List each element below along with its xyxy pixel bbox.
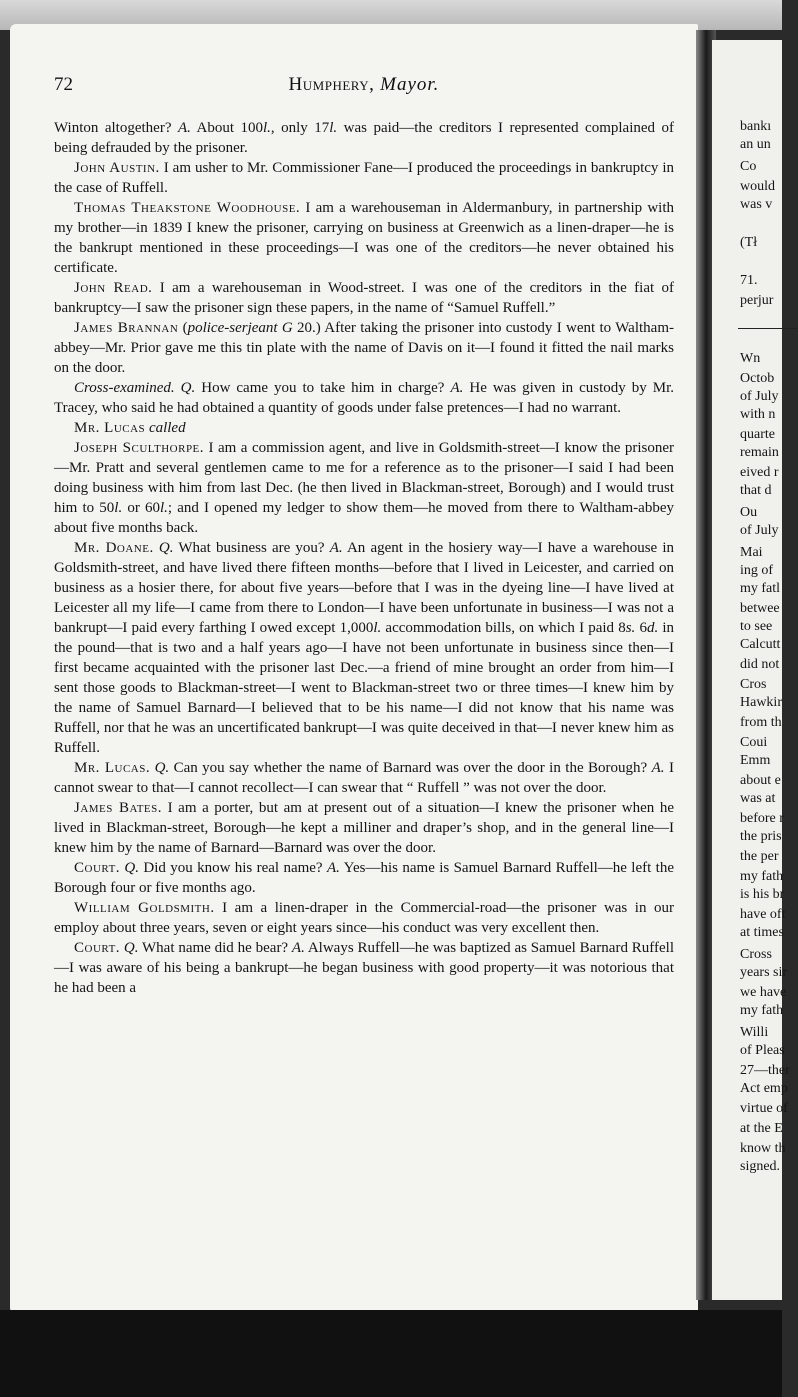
facing-page-line: Co [740, 159, 757, 174]
paragraph [54, 278, 674, 318]
facing-page-line: Ou [740, 505, 758, 520]
text-run: I am usher to Mr. Commissioner Fane—I produced the proceedings in bankruptcy in the case of Ruffell. [54, 160, 675, 196]
facing-page-line: perjur [740, 293, 774, 308]
facing-page-line: my fatl [740, 581, 781, 596]
italic-text: l. [373, 620, 382, 636]
paragraph [54, 538, 674, 758]
text-run: 20.) After taking the prisoner into custody I went to Waltham-abbey—Mr. Prior gave me this tin plate with the name of Davis on it—I found it fitted the nail marks on the door. [54, 320, 674, 376]
speaker-name: Joseph Sculthorpe. [74, 440, 205, 456]
italic-text: police-serjeant G [187, 320, 293, 336]
paragraph [54, 798, 674, 858]
facing-page-line: Octob [740, 371, 775, 386]
facing-page-line: at times [740, 925, 784, 940]
facing-page-line: remain [740, 445, 779, 460]
italic-text: d. [646, 620, 659, 636]
scan-bottom-edge [0, 1310, 782, 1397]
facing-page-line: virtue of [740, 1101, 788, 1116]
facing-page-line: 27—ther [740, 1063, 790, 1078]
text-run: About 100 [190, 120, 263, 136]
speaker-name: Thomas Theakstone Woodhouse. [74, 200, 301, 216]
speaker-name: William Goldsmith. [74, 900, 215, 916]
italic-text: A. [329, 540, 343, 556]
paragraph [54, 318, 674, 378]
text-run: ( [178, 320, 188, 336]
facing-page-line: my fath [740, 1003, 784, 1018]
facing-page-line: 71. [740, 273, 758, 288]
facing-page-line: Cross [740, 947, 772, 962]
text-run: I am a porter, but am at present out of a situation—I knew the prisoner when he lived in Blackman-street, Borough—he kept a milliner and draper’s shop, and in the general line—I knew him by the name of Barnard—Barnard was over the door. [54, 800, 674, 856]
facing-page-line: Hawkir [740, 695, 782, 710]
page-header [54, 74, 674, 100]
facing-page-line: of July [740, 389, 779, 404]
facing-page-line: before r [740, 811, 784, 826]
paragraph [54, 378, 674, 418]
speaker-name: Mr. Doane. [74, 540, 154, 556]
facing-page-line: we have [740, 985, 787, 1000]
text-run: or 60 [122, 500, 160, 516]
facing-page-line: betwee [740, 601, 780, 616]
facing-page-line: an un [740, 137, 771, 152]
text-run: He was given in custody by Mr. Tracey, who said he had obtained a quantity of goods under false pretences—I had no warrant. [54, 380, 674, 416]
text-run: I am a commission agent, and live in Goldsmith-street—I know the prisoner—Mr. Pratt and several gentlemen came to me for a reference as to the prisoner—I said I had been doing business with him from last Dec. (he then lived in Blackman-street, Borough) and I would trust him to 50 [54, 440, 674, 516]
text-run: I am a warehouseman in Aldermanbury, in partnership with my brother—in 1839 I knew the prisoner, carrying on business at Greenwich as a linen-draper—he is the bankrupt mentioned in these proceedings—I was one of the creditors—he never obtained his certificate. [54, 200, 675, 276]
paragraph [54, 438, 674, 538]
facing-page-line: Coui [740, 735, 768, 750]
speaker-name: Mr. Lucas. [74, 760, 151, 776]
facing-page-line: the pris [740, 829, 782, 844]
italic-text: s. [625, 620, 636, 636]
facing-page-line: was at [740, 791, 776, 806]
facing-page-line: quarte [740, 427, 775, 442]
text-run: in the pound—that is two and a half years ago—I have not been unfortunate in business since then—I first became acquainted with the prisoner last Dec.—a friend of mine brought an order from him—I sent those goods to Blackman-street—I went to Blackman-street two or three times—I knew him by the name of Samuel Barnard—I believed that to be his name—I did not know that his name was Ruffell, nor that he was an uncertificated bankrupt—I was quite deceived in that—I never knew him as Ruffell. [54, 620, 675, 756]
paragraph [54, 118, 674, 158]
paragraph [54, 898, 674, 938]
text-run: Can you say whether the name of Barnard was over the door in the Borough? [169, 760, 652, 776]
running-head [54, 74, 674, 96]
body-text [54, 118, 674, 998]
running-head-name: Humphery, [288, 74, 375, 95]
facing-page-line: the per [740, 849, 779, 864]
text-run: What business are you? [173, 540, 330, 556]
facing-page-line: with n [740, 407, 776, 422]
facing-page-line: my fath [740, 869, 784, 884]
facing-page-line: that d [740, 483, 772, 498]
text-run: Yes—his name is Samuel Barnard Ruffell—he left the Borough four or five months ago. [54, 860, 674, 896]
paragraph [54, 858, 674, 898]
italic-text: l. [114, 500, 123, 516]
facing-page-line: at the E [740, 1121, 783, 1136]
facing-page-line: was v [740, 197, 773, 212]
facing-page-rule [738, 328, 798, 329]
running-head-title: Mayor. [380, 74, 440, 95]
facing-page-line: ing of [740, 563, 774, 578]
facing-page-line: Act emp [740, 1081, 788, 1096]
speaker-name: John Austin. [74, 160, 160, 176]
speaker-name: Court. [74, 860, 121, 876]
facing-page-line: Mai [740, 545, 763, 560]
italic-text: A. [326, 860, 340, 876]
facing-page-line: is his br [740, 887, 785, 902]
facing-page-line: did not [740, 657, 780, 672]
italic-text: Q. [154, 760, 170, 776]
italic-text: Q. [158, 540, 174, 556]
text-run: I am a linen-draper in the Commercial-road—the prisoner was in our employ about three years, seven or eight years since—his conduct was very excellent then. [54, 900, 675, 936]
italic-text: Q. [180, 380, 196, 396]
facing-page-line: Wn [740, 351, 761, 366]
speaker-name: John Read. [74, 280, 153, 296]
facing-page-line: years sir [740, 965, 788, 980]
facing-page-line: Calcutt [740, 637, 781, 652]
text-run: Always Ruffell—he was baptized as Samuel Barnard Ruffell—I was aware of his being a bankrupt—he began business with good property—it was notorious that he had been a [54, 940, 674, 996]
text-run: I am a warehouseman in Wood-street. I was one of the creditors in the fiat of bankruptcy—I saw the prisoner sign these papers, in the name of “Samuel Ruffell.” [54, 280, 675, 316]
text-run: An agent in the hosiery way—I have a warehouse in Goldsmith-street, and have lived there fifteen months—before that I lived in Leicester, and carried on business as a hosier there, for about five years—before that I was in the dyeing line—I have lived at Leicester all my life—I came from there to London—I have been unfortunate in business—I was not a bankrupt—I paid every farthing I owed except 1,000 [54, 540, 675, 636]
italic-text: Q. [123, 940, 139, 956]
paragraph [54, 758, 674, 798]
facing-page-line: bankı [740, 119, 772, 134]
text-run: Did you know his real name? [139, 860, 327, 876]
text-run: ; and I opened my ledger to show them—he moved from there to Waltham-abbey about five months back. [54, 500, 674, 536]
italic-text: l. [329, 120, 338, 136]
facing-page-line: of July [740, 523, 779, 538]
speaker-name: James Bates. [74, 800, 163, 816]
facing-page-line: Emm [740, 753, 771, 768]
italic-text: A. [177, 120, 191, 136]
italic-text: A. [651, 760, 665, 776]
italic-text: called [148, 420, 186, 436]
facing-page-line: eived r [740, 465, 779, 480]
facing-page-line: Cros [740, 677, 767, 692]
italic-text: A. [450, 380, 464, 396]
italic-text: l. [160, 500, 168, 516]
text-run: , only 17 [270, 120, 330, 136]
italic-text: Q. [124, 860, 139, 876]
text-run: What name did he bear? [138, 940, 292, 956]
paragraph [54, 198, 674, 278]
facing-page-line: have oft [740, 907, 786, 922]
facing-page-line: signed. [740, 1159, 781, 1174]
text-run: How came you to take him in charge? [195, 380, 451, 396]
paragraph [54, 938, 674, 998]
text-run: I cannot swear to that—I cannot recollect—I can swear that “ Ruffell ” was not over the door. [54, 760, 674, 796]
text-run: accommodation bills, on which I paid 8 [381, 620, 626, 636]
facing-page [712, 40, 790, 1300]
text-run: 6 [635, 620, 647, 636]
speaker-name: Court. [74, 940, 121, 956]
facing-page-line: (Tł [740, 235, 758, 250]
facing-page-line: know th [740, 1141, 786, 1156]
facing-page-line: Willi [740, 1025, 769, 1040]
facing-page-line: about e [740, 773, 781, 788]
facing-page-line: to see [740, 619, 773, 634]
italic-text: Cross-examined. [74, 380, 175, 396]
speaker-name: Mr. Lucas [74, 420, 146, 436]
paragraph [54, 418, 674, 438]
speaker-name: James Brannan [74, 320, 179, 336]
facing-page-line: from th [740, 715, 782, 730]
italic-text: l. [262, 120, 271, 136]
text-run: Winton altogether? [54, 120, 178, 136]
page-number: 72 [54, 74, 73, 95]
facing-page-line: of Pleas [740, 1043, 785, 1058]
text-run: was paid—the creditors I represented complained of being defrauded by the prisoner. [54, 120, 674, 156]
facing-page-line: would [740, 179, 775, 194]
paragraph [54, 158, 674, 198]
italic-text: A. [291, 940, 305, 956]
